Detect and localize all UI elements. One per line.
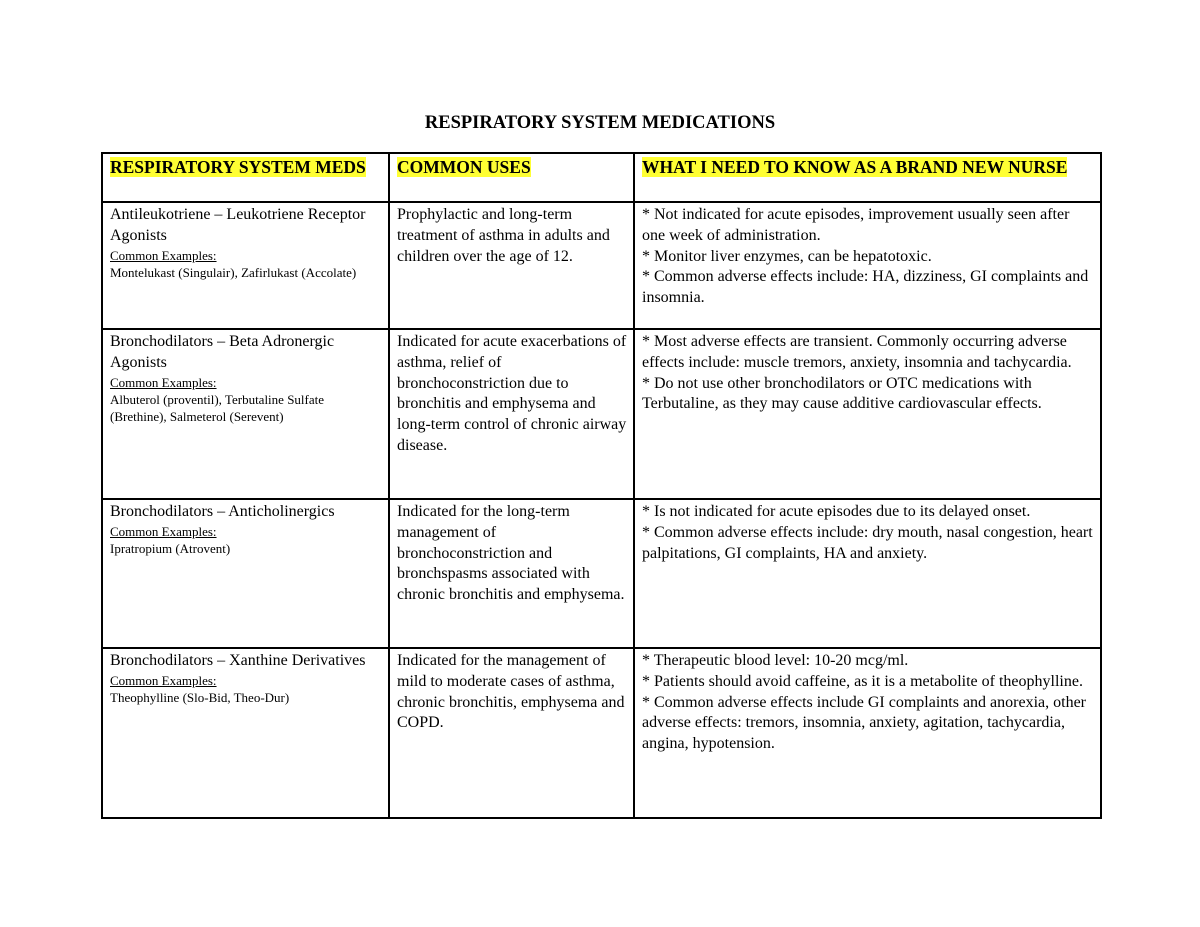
header-common-uses: COMMON USES [389, 153, 634, 202]
examples-text: Theophylline (Slo-Bid, Theo-Dur) [110, 689, 290, 705]
header-nurse-notes: WHAT I NEED TO KNOW AS A BRAND NEW NURSE [634, 153, 1101, 202]
common-uses-cell: Indicated for acute exacerbations of asthma, relief of bronchoconstriction due to bronchitis and emphysema and long-term control of chronic airway disease. [389, 329, 634, 499]
examples-label: Common Examples: [110, 672, 217, 688]
nurse-notes-cell [634, 329, 1101, 499]
note-item: * Not indicated for acute episodes, improvement usually seen after one week of administration. [642, 206, 1070, 244]
header-meds: RESPIRATORY SYSTEM MEDS [102, 153, 389, 202]
medications-table [101, 152, 1102, 819]
med-class-cell [102, 499, 389, 648]
note-item: * Most adverse effects are transient. Commonly occurring adverse effects include: muscle tremors, anxiety, insomnia and tachycardia. [642, 333, 1072, 371]
common-uses-cell: Indicated for the long-term management of bronchoconstriction and bronchspasms associated with chronic bronchitis and emphysema. [389, 499, 634, 648]
note-item: * Is not indicated for acute episodes due to its delayed onset. [642, 503, 1031, 520]
nurse-notes-cell [634, 202, 1101, 329]
examples-text: Albuterol (proventil), Terbutaline Sulfate (Brethine), Salmeterol (Serevent) [110, 391, 325, 424]
nurse-notes-cell [634, 648, 1101, 818]
common-uses-cell: Prophylactic and long-term treatment of asthma in adults and children over the age of 12. [389, 202, 634, 329]
table-row [102, 648, 1101, 818]
table-row [102, 329, 1101, 499]
examples-label: Common Examples: [110, 523, 217, 539]
examples-text: Montelukast (Singulair), Zafirlukast (Accolate) [110, 264, 357, 280]
med-class: Bronchodilators – Xanthine Derivatives [110, 652, 366, 669]
note-item: * Patients should avoid caffeine, as it is a metabolite of theophylline. [642, 672, 1083, 690]
page-title: RESPIRATORY SYSTEM MEDICATIONS [424, 113, 776, 133]
med-class: Antileukotriene – Leukotriene Receptor Agonists [110, 206, 366, 244]
table-header-row [102, 153, 1101, 202]
common-uses-cell: Indicated for the management of mild to moderate cases of asthma, chronic bronchitis, emphysema and COPD. [389, 648, 634, 818]
table-row [102, 499, 1101, 648]
med-class: Bronchodilators – Beta Adronergic Agonists [110, 333, 335, 371]
med-class-cell [102, 648, 389, 818]
note-item: * Monitor liver enzymes, can be hepatotoxic. [642, 247, 932, 265]
note-item: * Common adverse effects include: dry mouth, nasal congestion, heart palpitations, GI complaints, HA and anxiety. [642, 523, 1093, 562]
examples-label: Common Examples: [110, 247, 217, 263]
table-row [102, 202, 1101, 329]
note-item: * Do not use other bronchodilators or OTC medications with Terbutaline, as they may cause additive cardiovascular effects. [642, 374, 1042, 413]
med-class-cell [102, 329, 389, 499]
note-item: * Therapeutic blood level: 10-20 mcg/ml. [642, 652, 909, 669]
examples-text: Ipratropium (Atrovent) [110, 540, 231, 556]
med-class-cell [102, 202, 389, 329]
note-item: * Common adverse effects include GI complaints and anorexia, other adverse effects: tremors, insomnia, anxiety, agitation, tachycardia, angina, hypotension. [642, 693, 1087, 753]
note-item: * Common adverse effects include: HA, dizziness, GI complaints and insomnia. [642, 268, 1089, 307]
examples-label: Common Examples: [110, 374, 217, 390]
nurse-notes-cell [634, 499, 1101, 648]
med-class: Bronchodilators – Anticholinergics [110, 503, 335, 520]
